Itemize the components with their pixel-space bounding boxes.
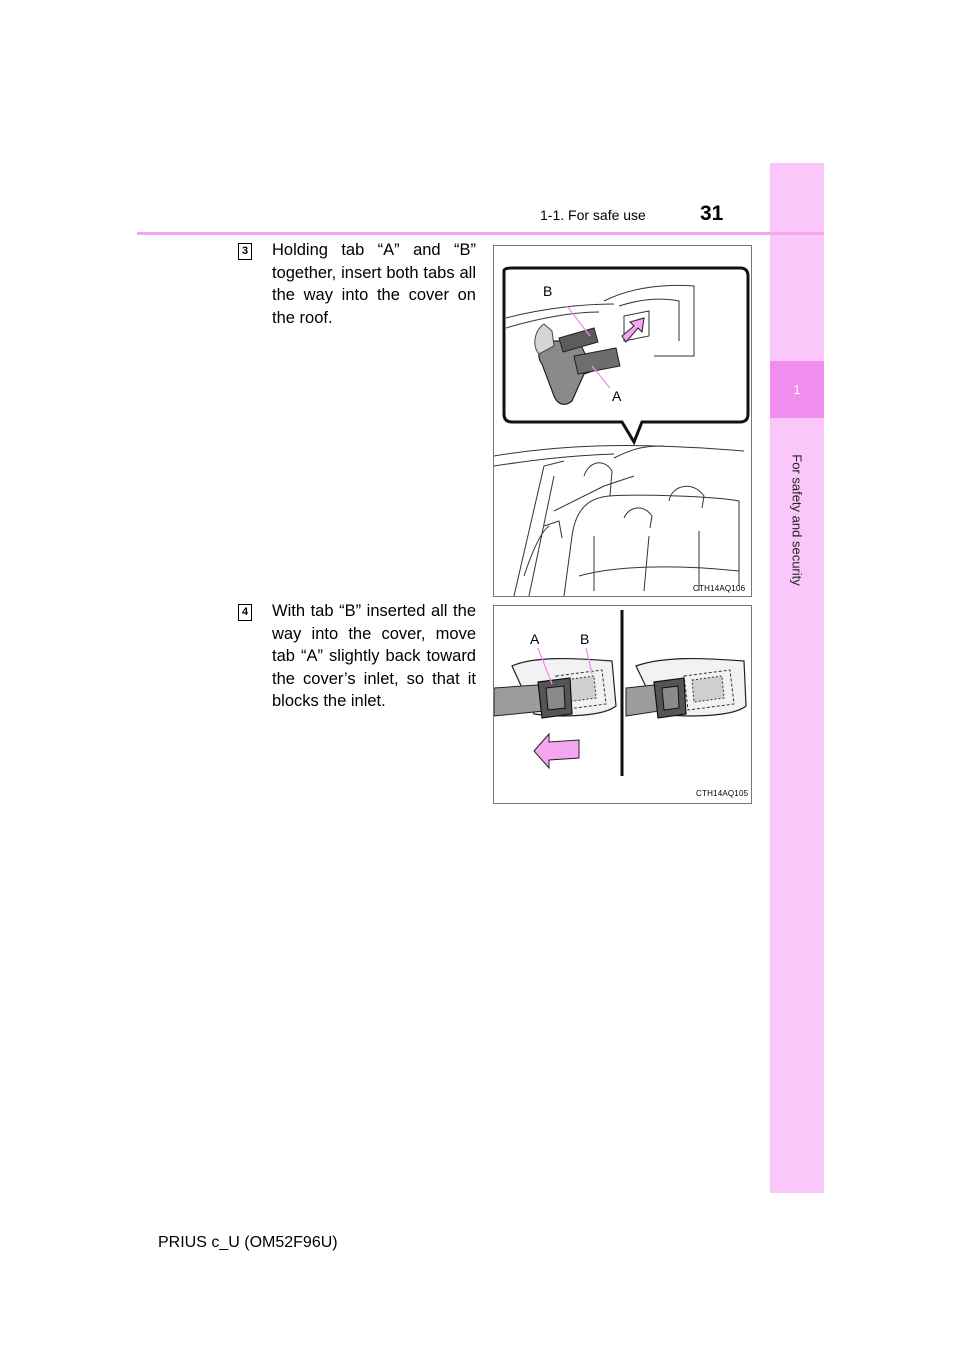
figure-label-a: A: [612, 388, 622, 404]
chapter-title: For safety and security: [789, 454, 805, 586]
step-3-text: Holding tab “A” and “B” together, insert both tabs all the way into the cover on the roof.: [272, 241, 476, 327]
footer-model: PRIUS c_U (OM52F96U): [158, 1234, 338, 1251]
figure-label-b: B: [580, 631, 590, 647]
step-number-badge: 3: [238, 243, 252, 260]
roof-cover-illustration: [494, 246, 751, 596]
figure-code: CTH14AQ105: [696, 789, 749, 798]
figure-label-b: B: [543, 283, 553, 299]
header-rule: [137, 232, 824, 235]
chapter-number-tab: [770, 361, 824, 418]
figure-insert-tabs: [493, 245, 752, 597]
figure-label-a: A: [530, 631, 540, 647]
figure-move-tab: [493, 605, 752, 804]
figure-code: CTH14AQ106: [693, 584, 746, 593]
section-title: 1-1. For safe use: [540, 207, 646, 223]
step-number-badge: 4: [238, 604, 252, 621]
step-4-text: With tab “B” inserted all the way into the cover, move tab “A” slightly back toward the cover’s inlet, so that it blocks the inlet.: [272, 602, 476, 710]
chapter-number: 1: [793, 382, 801, 397]
chapter-side-tab: [770, 163, 824, 1193]
page-number: 31: [700, 202, 724, 225]
